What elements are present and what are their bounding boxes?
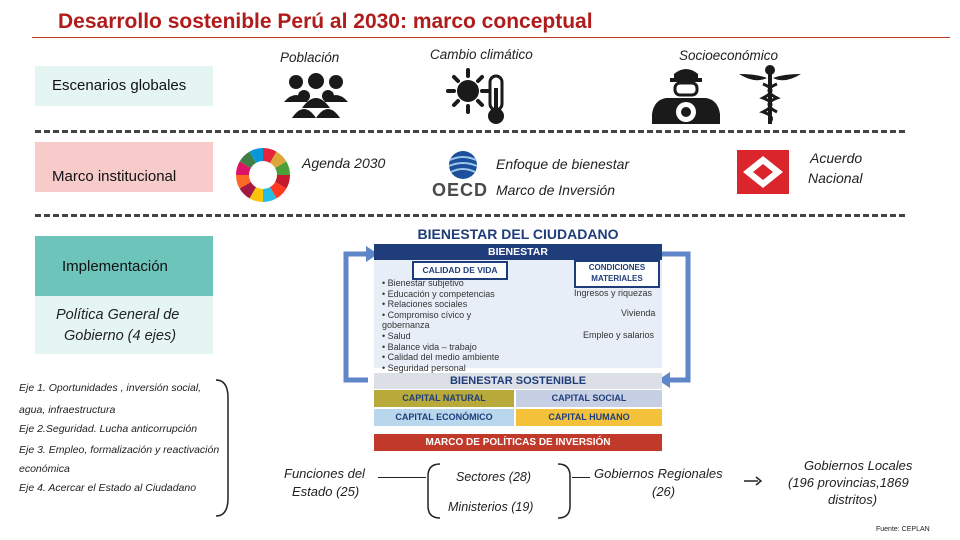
arrow-to-locales bbox=[744, 473, 762, 491]
sostenible-header: BIENESTAR SOSTENIBLE bbox=[374, 373, 662, 389]
agenda-label: Agenda 2030 bbox=[302, 155, 386, 171]
eje-1b: agua, infraestructura bbox=[19, 404, 116, 416]
calidad-item: • Salud bbox=[382, 330, 411, 341]
gobiernos-reg-line2: (26) bbox=[652, 484, 676, 499]
poblacion-label: Población bbox=[280, 50, 340, 65]
bienestar-title: BIENESTAR DEL CIUDADANO bbox=[417, 226, 619, 242]
eje-3a: Eje 3. Empleo, formalización y reactivación bbox=[19, 444, 220, 456]
calidad-item: • Calidad del medio ambiente bbox=[382, 352, 500, 363]
acuerdo-line1: Acuerdo bbox=[810, 150, 863, 166]
eje-1a: Eje 1. Oportunidades , inversión social, bbox=[19, 382, 202, 394]
gobiernos-loc-line3: distritos) bbox=[828, 492, 878, 507]
people-icon bbox=[282, 72, 350, 118]
bienestar-subtitle: BIENESTAR bbox=[374, 244, 662, 260]
calidad-item: gobernanza bbox=[382, 320, 430, 331]
calidad-list bbox=[382, 278, 499, 373]
ministerios-label: Ministerios (19) bbox=[448, 500, 534, 514]
gobiernos-loc-line2: (196 provincias,1869 bbox=[788, 475, 909, 490]
politica-line1: Política General de bbox=[56, 307, 180, 323]
funciones-line1: Funciones del bbox=[284, 466, 365, 481]
implementacion-label: Implementación bbox=[62, 258, 168, 275]
condiciones-item: Ingresos y riquezas bbox=[574, 288, 653, 298]
eje-4: Eje 4. Acercar el Estado al Ciudadano bbox=[19, 482, 197, 494]
connector-right bbox=[572, 477, 590, 478]
politica-line2: Gobierno (4 ejes) bbox=[64, 328, 177, 344]
eje-3b: económica bbox=[19, 463, 70, 475]
calidad-item: • Relaciones sociales bbox=[382, 299, 468, 310]
page-title: Desarrollo sostenible Perú al 2030: marco conceptual bbox=[58, 10, 593, 33]
acuerdo-nacional-logo-icon bbox=[737, 150, 789, 194]
gobiernos-loc-line1: Gobiernos Locales bbox=[804, 458, 913, 473]
condiciones-line2: MATERIALES bbox=[591, 274, 643, 283]
calidad-item: • Seguridad personal bbox=[382, 362, 466, 373]
divider-top bbox=[35, 130, 905, 133]
connector-left bbox=[378, 477, 426, 478]
enfoque-label: Enfoque de bienestar bbox=[496, 156, 630, 172]
cambio-label: Cambio climático bbox=[430, 47, 533, 62]
condiciones-header bbox=[574, 260, 660, 288]
eje-2: Eje 2.Seguridad. Lucha anticorrupción bbox=[19, 423, 198, 435]
oecd-text: OECD bbox=[432, 180, 489, 200]
calidad-item: • Educación y competencias bbox=[382, 288, 495, 299]
sectores-label: Sectores (28) bbox=[456, 470, 532, 484]
fuente-label: Fuente: CEPLAN bbox=[876, 526, 930, 533]
politica-box bbox=[35, 296, 213, 354]
sun-thermometer-icon bbox=[446, 66, 516, 126]
calidad-item: • Balance vida – trabajo bbox=[382, 341, 477, 352]
condiciones-item: Vivienda bbox=[621, 308, 656, 318]
worker-gear-icon bbox=[646, 64, 726, 124]
calidad-header: CALIDAD DE VIDA bbox=[412, 261, 508, 280]
capital-humano: CAPITAL HUMANO bbox=[516, 409, 662, 426]
condiciones-item: Empleo y salarios bbox=[583, 330, 655, 340]
funciones-line2: Estado (25) bbox=[292, 484, 360, 499]
capital-natural: CAPITAL NATURAL bbox=[374, 390, 514, 407]
gobiernos-reg-line1: Gobiernos Regionales bbox=[594, 466, 723, 481]
title-rule bbox=[32, 37, 950, 38]
sdg-wheel-icon bbox=[234, 146, 292, 204]
calidad-item: • Bienestar subjetivo bbox=[382, 278, 464, 288]
inversion-label: Marco de Inversión bbox=[496, 182, 616, 198]
marco-politicas: MARCO DE POLÍTICAS DE INVERSIÓN bbox=[374, 434, 662, 451]
escenarios-label: Escenarios globales bbox=[52, 77, 187, 94]
acuerdo-line2: Nacional bbox=[808, 170, 863, 186]
capital-social: CAPITAL SOCIAL bbox=[516, 390, 662, 407]
oecd-globe-icon bbox=[440, 150, 486, 180]
capital-economico: CAPITAL ECONÓMICO bbox=[374, 409, 514, 426]
calidad-item: • Compromiso cívico y bbox=[382, 309, 472, 320]
socio-label: Socioeconómico bbox=[679, 48, 779, 63]
caduceus-icon bbox=[735, 62, 805, 126]
ejes-bracket bbox=[214, 378, 232, 518]
divider-bottom bbox=[35, 214, 905, 217]
marco-label: Marco institucional bbox=[52, 168, 177, 185]
condiciones-line1: CONDICIONES bbox=[588, 263, 646, 272]
